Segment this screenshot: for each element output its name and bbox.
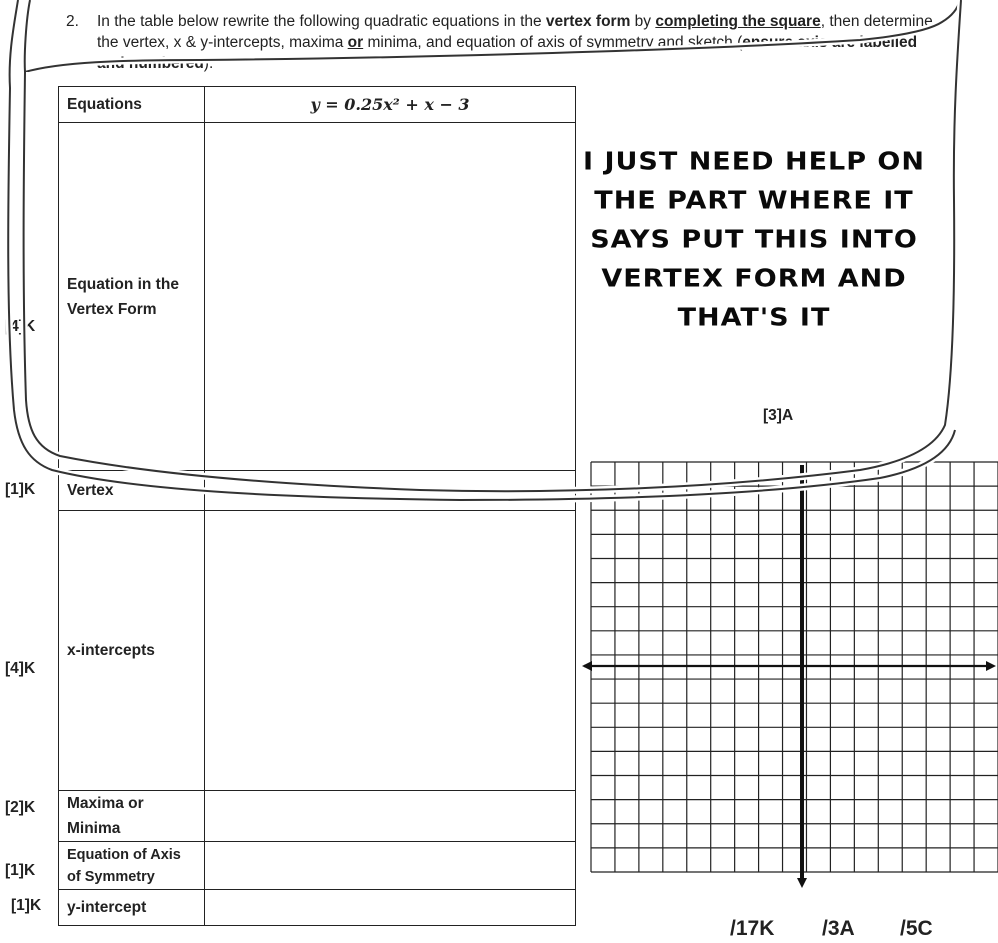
total-application: /3A [822,917,855,940]
mark-max-min: [2]K [5,799,36,816]
total-communication: /5C [900,917,933,940]
x-axis-right-arrow-icon [986,661,996,671]
help-note-line: I JUST NEED HELP ON [583,147,925,176]
row-label-vertex: Vertex [59,471,205,511]
equation-value: y = 0.25x² + x − 3 [205,87,576,123]
mark-vertex: [1]K [5,481,36,498]
y-axis-down-arrow-icon [797,878,807,888]
mark-vertex-form: [4]K [5,318,36,335]
row-label-equations: Equations [59,87,205,123]
x-axis-left-arrow-icon [582,661,592,671]
help-note-line: VERTEX FORM AND [601,264,907,293]
row-label-max-min: Maxima or Minima [59,791,205,842]
row-label-axis-symmetry: Equation of Axis of Symmetry [59,842,205,890]
mark-y-intercept: [1]K [11,897,42,914]
question-text: In the table below rewrite the following quadratic equations in the vertex form by completing the square, then determine the vertex, x & y-intercepts, maxima or minima, and equation of axis of symmetry and sketch (ensure axis are labelled and numbered). [97,13,933,72]
help-note-line: THAT'S IT [677,303,831,332]
help-note-line: SAYS PUT THIS INTO [590,225,918,254]
mark-axis-symmetry: [1]K [5,862,36,879]
question-number: 2. [66,13,79,30]
help-note [574,142,934,337]
help-note-line: THE PART WHERE IT [594,186,914,215]
row-label-x-intercepts: x-intercepts [59,511,205,791]
row-label-y-intercept: y-intercept [59,890,205,926]
graph-mark: [3]A [763,407,794,424]
total-knowledge: /17K [730,917,775,940]
mark-x-intercepts: [4]K [5,660,36,677]
row-label-vertex-form: Equation in the Vertex Form [59,123,205,471]
